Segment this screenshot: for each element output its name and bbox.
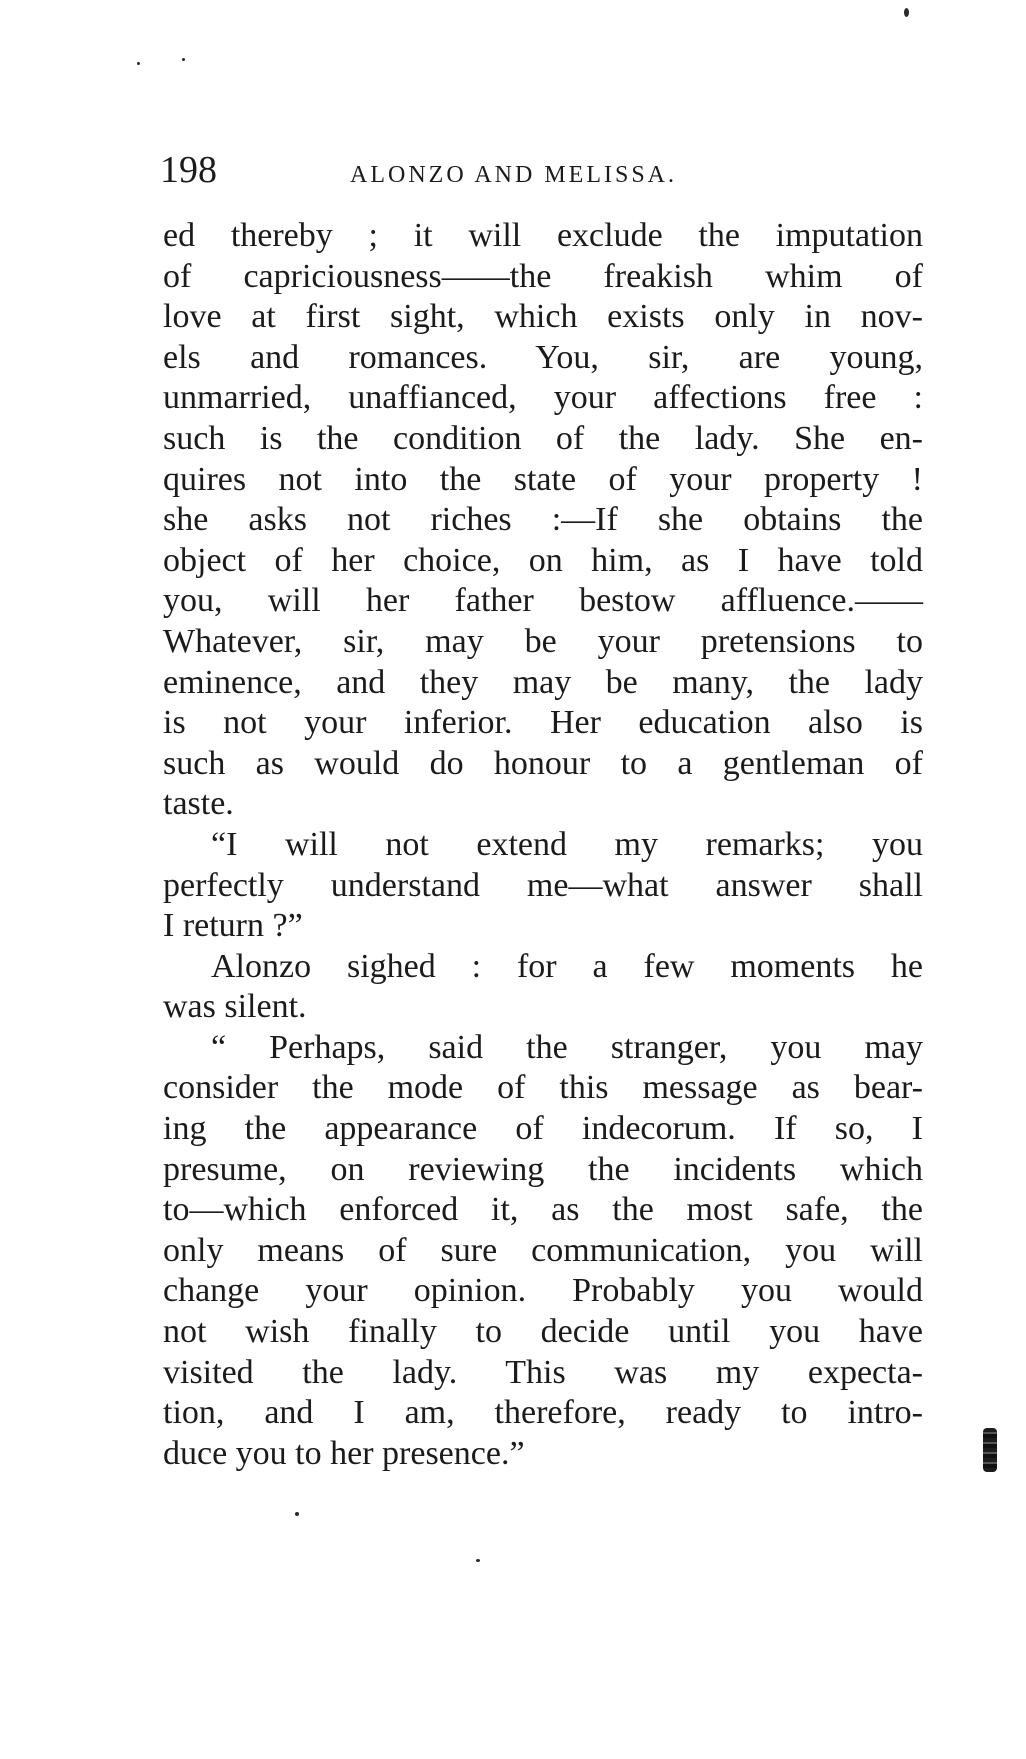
page-number: 198 (160, 149, 217, 191)
text-line: was silent. (163, 988, 307, 1026)
text-line: change your opinion. Probably you would (163, 1272, 923, 1310)
running-head: ALONZO AND MELISSA. (350, 162, 677, 188)
text-line: presume, on reviewing the incidents which (163, 1150, 923, 1188)
text-line: taste. (163, 785, 234, 823)
text-line: unmarried, unaffianced, your affections free : (163, 379, 923, 417)
text-line: els and romances. You, sir, are young, (163, 338, 923, 376)
text-line: she asks not riches :—If she obtains the (163, 501, 923, 539)
text-line: visited the lady. This was my expecta- (163, 1353, 923, 1391)
text-line: tion, and I am, therefore, ready to intro- (163, 1394, 923, 1432)
text-line: consider the mode of this message as bear- (163, 1069, 923, 1107)
text-line: “I will not extend my remarks; you (211, 825, 923, 863)
edge-ink-mark (983, 1428, 997, 1472)
ink-speck (295, 1512, 299, 1516)
ink-speck (904, 8, 909, 17)
text-line: I return ?” (163, 907, 303, 945)
text-line: quires not into the state of your property ! (163, 460, 923, 498)
page-header (160, 150, 920, 200)
text-line: ed thereby ; it will exclude the imputation (163, 217, 923, 254)
text-line: such as would do honour to a gentleman of (163, 744, 923, 782)
text-line: Alonzo sighed : for a few moments he (211, 947, 923, 985)
text-line: perfectly understand me—what answer shall (163, 866, 923, 904)
text-line: only means of sure communication, you will (163, 1231, 923, 1269)
body-text (163, 216, 923, 1474)
text-line: you, will her father bestow affluence.—— (163, 582, 923, 620)
text-line: “ Perhaps, said the stranger, you may (211, 1028, 923, 1066)
text-line: is not your inferior. Her education also is (163, 704, 923, 742)
text-line: not wish finally to decide until you have (163, 1313, 923, 1351)
ink-speck (182, 58, 185, 61)
text-line: ing the appearance of indecorum. If so, I (163, 1110, 923, 1148)
text-line: of capriciousness——the freakish whim of (163, 257, 923, 295)
ink-speck (137, 62, 140, 65)
text-line: such is the condition of the lady. She en- (163, 419, 923, 457)
text-line: Whatever, sir, may be your pretensions to (163, 622, 923, 660)
text-line: to—which enforced it, as the most safe, the (163, 1191, 923, 1229)
text-line: love at first sight, which exists only in nov- (163, 298, 923, 336)
ink-speck (476, 1559, 480, 1562)
text-line: eminence, and they may be many, the lady (163, 663, 923, 701)
text-line: object of her choice, on him, as I have told (163, 541, 923, 579)
text-line: duce you to her presence.” (163, 1434, 525, 1472)
